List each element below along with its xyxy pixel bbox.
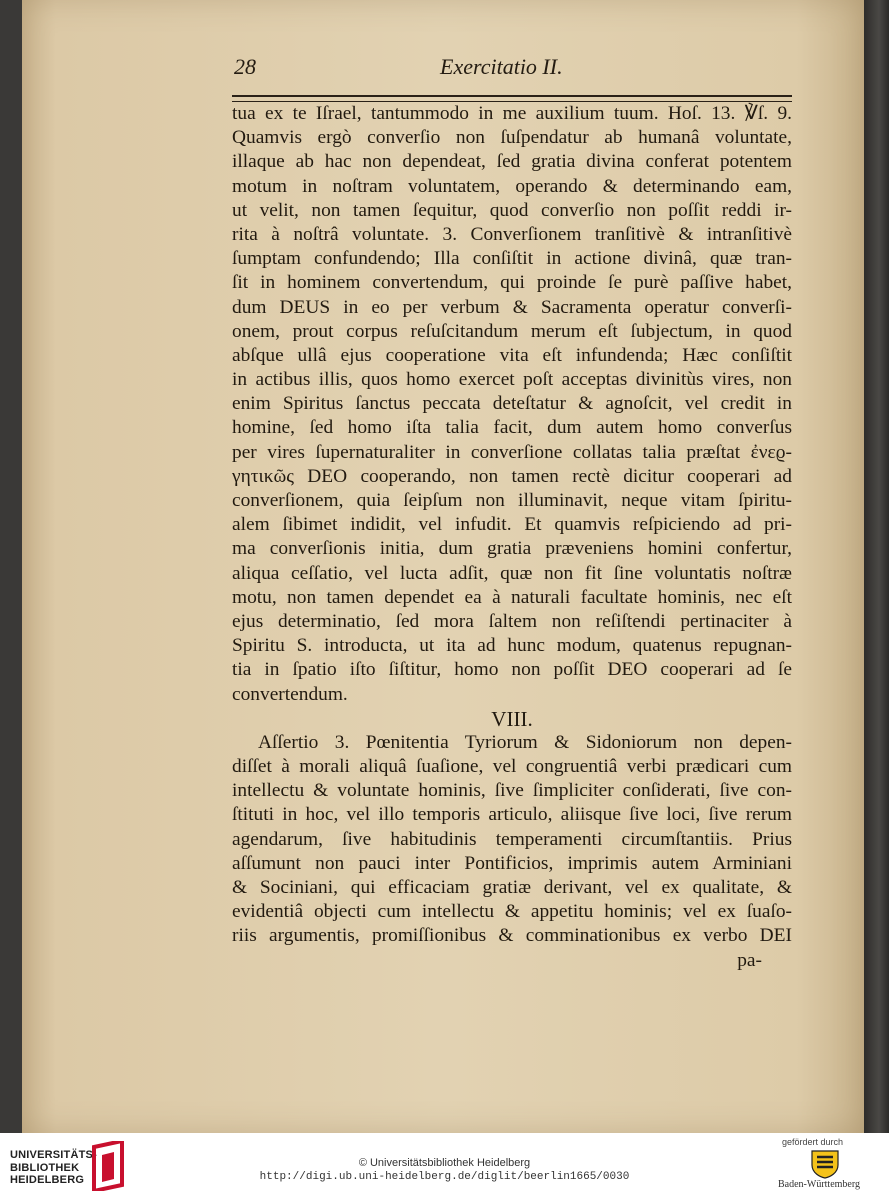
text-line: intellectu & voluntate hominis, ſive ſimpliciter conſiderati, ſive con- bbox=[232, 780, 792, 802]
header-rule bbox=[232, 95, 792, 102]
sponsor-name: Baden-Württemberg bbox=[778, 1179, 861, 1190]
text-line: aſſumunt non pauci inter Pontificios, imprimis autem Arminiani bbox=[232, 852, 792, 874]
text-line: dum DEUS in eo per verbum & Sacramenta operatur converſi- bbox=[232, 296, 792, 318]
text-line: Aſſertio 3. Pœnitentia Tyriorum & Sidoniorum non depen- bbox=[258, 731, 792, 753]
text-line: rita à noſtrâ voluntate. 3. Converſionem tranſitivè & intranſitivè bbox=[232, 223, 792, 245]
text-line: tia in ſpatio iſto ſiſtitur, homo non poſſit DEO cooperari ad ſe bbox=[232, 659, 792, 681]
text-line: motu, non tamen dependet ea à naturali facultate hominis, nec eſt bbox=[232, 586, 792, 608]
page-header bbox=[232, 52, 794, 82]
text-line: in actibus illis, quos homo exercet poſt acceptas divinitùs vires, non bbox=[232, 369, 792, 391]
text-line: ma converſionis initia, dum gratia præveniens homini confertur, bbox=[232, 538, 792, 560]
text-line: evidentiâ objecti cum intellectu & appetitu hominis; vel ex ſuaſo- bbox=[232, 901, 792, 923]
section-number: VIII. bbox=[491, 706, 533, 731]
text-line: convertendum. bbox=[232, 683, 348, 705]
text-line: diſſet à morali aliquâ ſuaſione, vel congruentiâ verbi prædicari cum bbox=[232, 756, 792, 778]
copyright-notice: © Universitätsbibliothek Heidelberg bbox=[358, 1157, 531, 1169]
sponsor-label: gefördert durch bbox=[782, 1137, 844, 1147]
text-line: agendarum, ſive habitudinis temperamenti circumſtantiis. Prius bbox=[232, 828, 792, 850]
text-line: ut velit, non tamen ſequitur, quod converſio non poſſit reddi ir- bbox=[232, 199, 792, 221]
text-line: abſque ullâ ejus cooperatione vita eſt infundenda; Hæc conſiſtit bbox=[232, 344, 792, 366]
library-name: UNIVERSITÄTS- BIBLIOTHEK HEIDELBERG bbox=[10, 1149, 97, 1186]
text-line: Spiritu S. introducta, ut ita ad hunc modum, quatenus repugnan- bbox=[232, 635, 792, 657]
body-text bbox=[232, 102, 792, 973]
text-line: tua ex te Iſrael, tantummodo in me auxilium tuum. Hoſ. 13. ℣ſ. 9. bbox=[232, 103, 792, 124]
text-line: Quamvis ergò converſio non ſuſpendatur ab humanâ voluntate, bbox=[232, 127, 792, 149]
page-number: 28 bbox=[234, 54, 256, 79]
text-line: ſtituti in hoc, vel illo temporis articulo, aliisque ſive loci, ſive rerum bbox=[232, 804, 792, 826]
viewer-footer bbox=[0, 1133, 889, 1197]
text-line: ejus determinatio, ſed mora ſaltem non reſiſtendi pertinaciter à bbox=[232, 610, 792, 632]
text-line: riis argumentis, promiſſionibus & comminationibus ex verbo DEI bbox=[232, 925, 792, 947]
text-line: aliqua ceſſatio, vel lucta adſit, quæ non fit ſine voluntatis noſtræ bbox=[232, 562, 792, 584]
text-line: onem, prout corpus reſuſcitandum merum eſt ſubjectum, in quod bbox=[232, 320, 792, 342]
text-line: motum in noſtram voluntatem, operando & determinando eam, bbox=[232, 175, 792, 197]
text-line: ſumptam confundendo; Illa conſiſtit in actione divinâ, quæ tran- bbox=[232, 248, 792, 270]
text-line: homine, ſed homo iſta talia facit, dum autem homo converſus bbox=[232, 417, 792, 439]
text-line: ſit in hominem convertendum, qui proinde ſe purè paſſive habet, bbox=[232, 272, 792, 294]
text-line: illaque ab hac non dependeat, ſed gratia divina conferat potentem bbox=[232, 151, 792, 173]
text-line: enim Spiritus ſanctus peccata deteſtatur & agnoſcit, vel credit in bbox=[232, 393, 792, 415]
text-line: converſionem, quia ſeipſum non illuminavit, neque vitam ſpiritu- bbox=[232, 490, 792, 511]
text-line: & Sociniani, qui efficaciam gratiæ derivant, vel ex qualitate, & bbox=[232, 877, 792, 898]
text-line: per vires ſupernaturaliter in converſione collatas talia præſtat ἐνεϱ- bbox=[232, 441, 792, 463]
permalink-url[interactable]: http://digi.ub.uni-heidelberg.de/diglit/beerlin1665/0030 bbox=[259, 1171, 630, 1183]
text-line: alem ſibimet indidit, vel infudit. Et quamvis reſpiciendo ad pri- bbox=[232, 514, 792, 536]
catchword: pa- bbox=[737, 949, 762, 971]
running-head: Exercitatio II. bbox=[440, 54, 563, 79]
book-edge bbox=[864, 0, 889, 1133]
state-crest-icon bbox=[808, 1149, 842, 1179]
text-line: γητικῶς DEO cooperando, non tamen rectè dicitur cooperari ad bbox=[232, 465, 792, 487]
